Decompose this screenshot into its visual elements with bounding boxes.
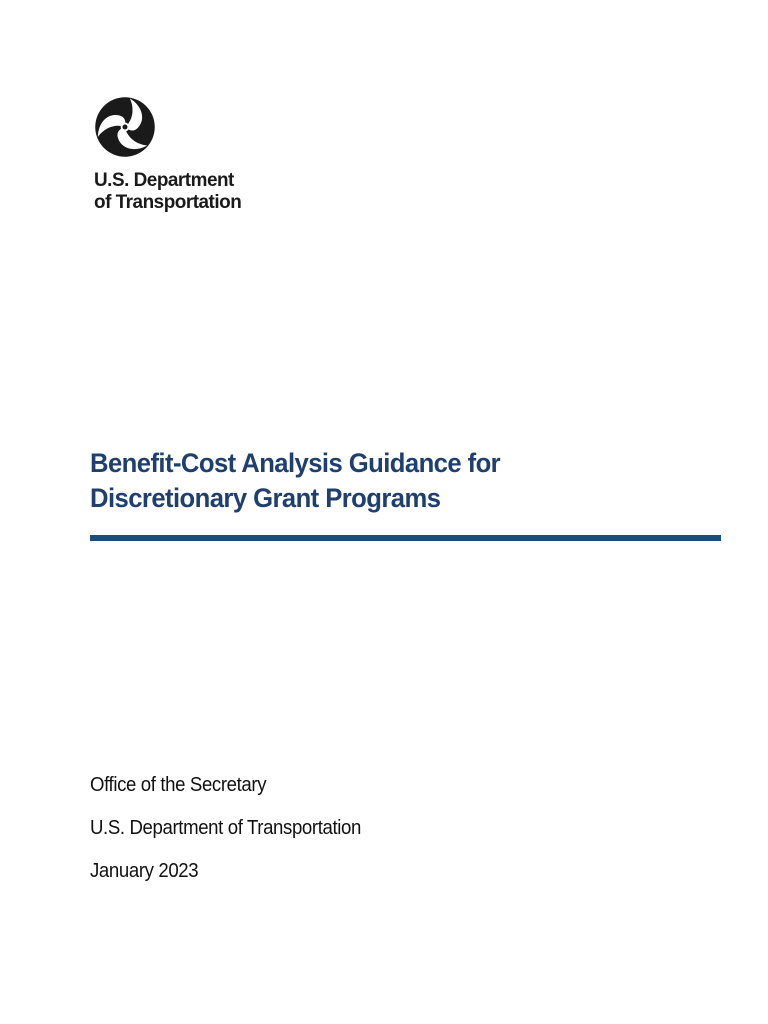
title-divider xyxy=(90,535,721,541)
publisher-info xyxy=(90,774,590,903)
dot-triskelion-logo-icon xyxy=(94,96,156,158)
document-title-block xyxy=(90,446,730,516)
dot-logo xyxy=(94,96,294,213)
title-line-1: Benefit-Cost Analysis Guidance for xyxy=(90,448,501,478)
title-line-2: Discretionary Grant Programs xyxy=(90,483,441,513)
publication-date: January 2023 xyxy=(90,860,199,882)
department-name: U.S. Department of Transportation xyxy=(90,817,361,839)
wordmark-line-2: of Transportation xyxy=(94,191,242,213)
document-title xyxy=(90,446,698,516)
office-name: Office of the Secretary xyxy=(90,774,267,796)
dot-wordmark xyxy=(94,169,288,213)
wordmark-line-1: U.S. Department xyxy=(94,169,234,191)
